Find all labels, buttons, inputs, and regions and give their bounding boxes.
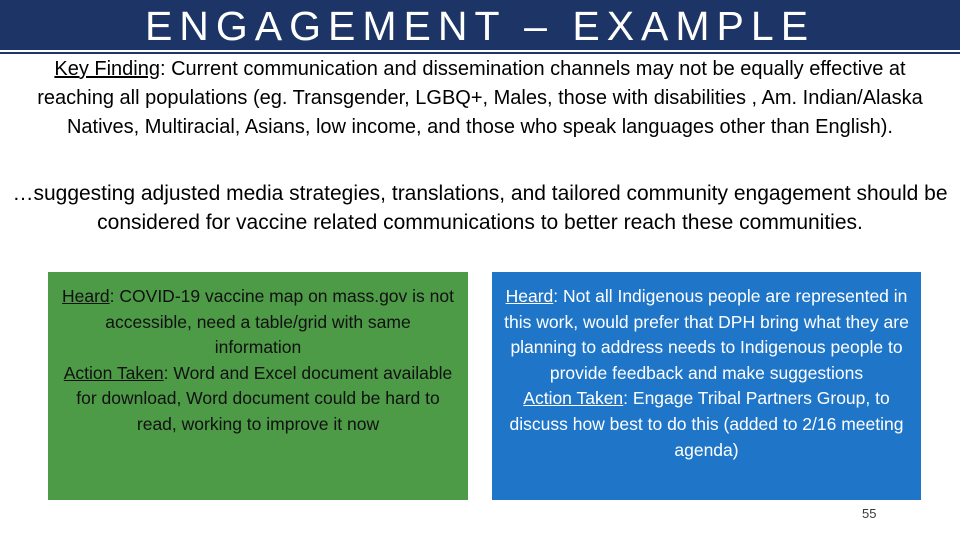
left-action-label: Action Taken	[63, 362, 164, 383]
key-finding-label: Key Finding	[54, 58, 160, 80]
right-heard-text: : Not all Indigenous people are represented in this work, would prefer that DPH bring what they are planning to address needs to Indigenous people to provide feedback and make suggestions	[504, 286, 909, 383]
left-action-text: : Word and Excel document available for download, Word document could be hard to read, working to improve it now	[76, 362, 453, 434]
left-heard-text: : COVID-19 vaccine map on mass.gov is not accessible, need a table/grid with same information	[105, 286, 454, 358]
slide-title: ENGAGEMENT – EXAMPLE	[144, 3, 816, 49]
suggestion-paragraph: …suggesting adjusted media strategies, translations, and tailored community engagement should be considered for vaccine related communications to better reach these communities.	[12, 182, 948, 234]
right-heard-label: Heard	[505, 286, 554, 306]
left-feedback-box	[48, 272, 468, 500]
key-finding-paragraph	[20, 55, 940, 142]
right-feedback-box	[492, 272, 921, 500]
right-action-label: Action Taken	[523, 388, 624, 409]
left-heard-label: Heard	[62, 286, 110, 306]
page-number: 55	[862, 506, 877, 521]
right-action-text: : Engage Tribal Partners Group, to discuss how best to do this (added to 2/16 meeting agenda)	[509, 388, 904, 460]
key-finding-text: : Current communication and dissemination channels may not be equally effective at reaching all populations (eg. Transgender, LGBQ+, Males, those with disabilities , Am. Indian/Alaska Natives, Multiracial, Asians, low income, and those who speak languages other than English).	[37, 58, 923, 138]
